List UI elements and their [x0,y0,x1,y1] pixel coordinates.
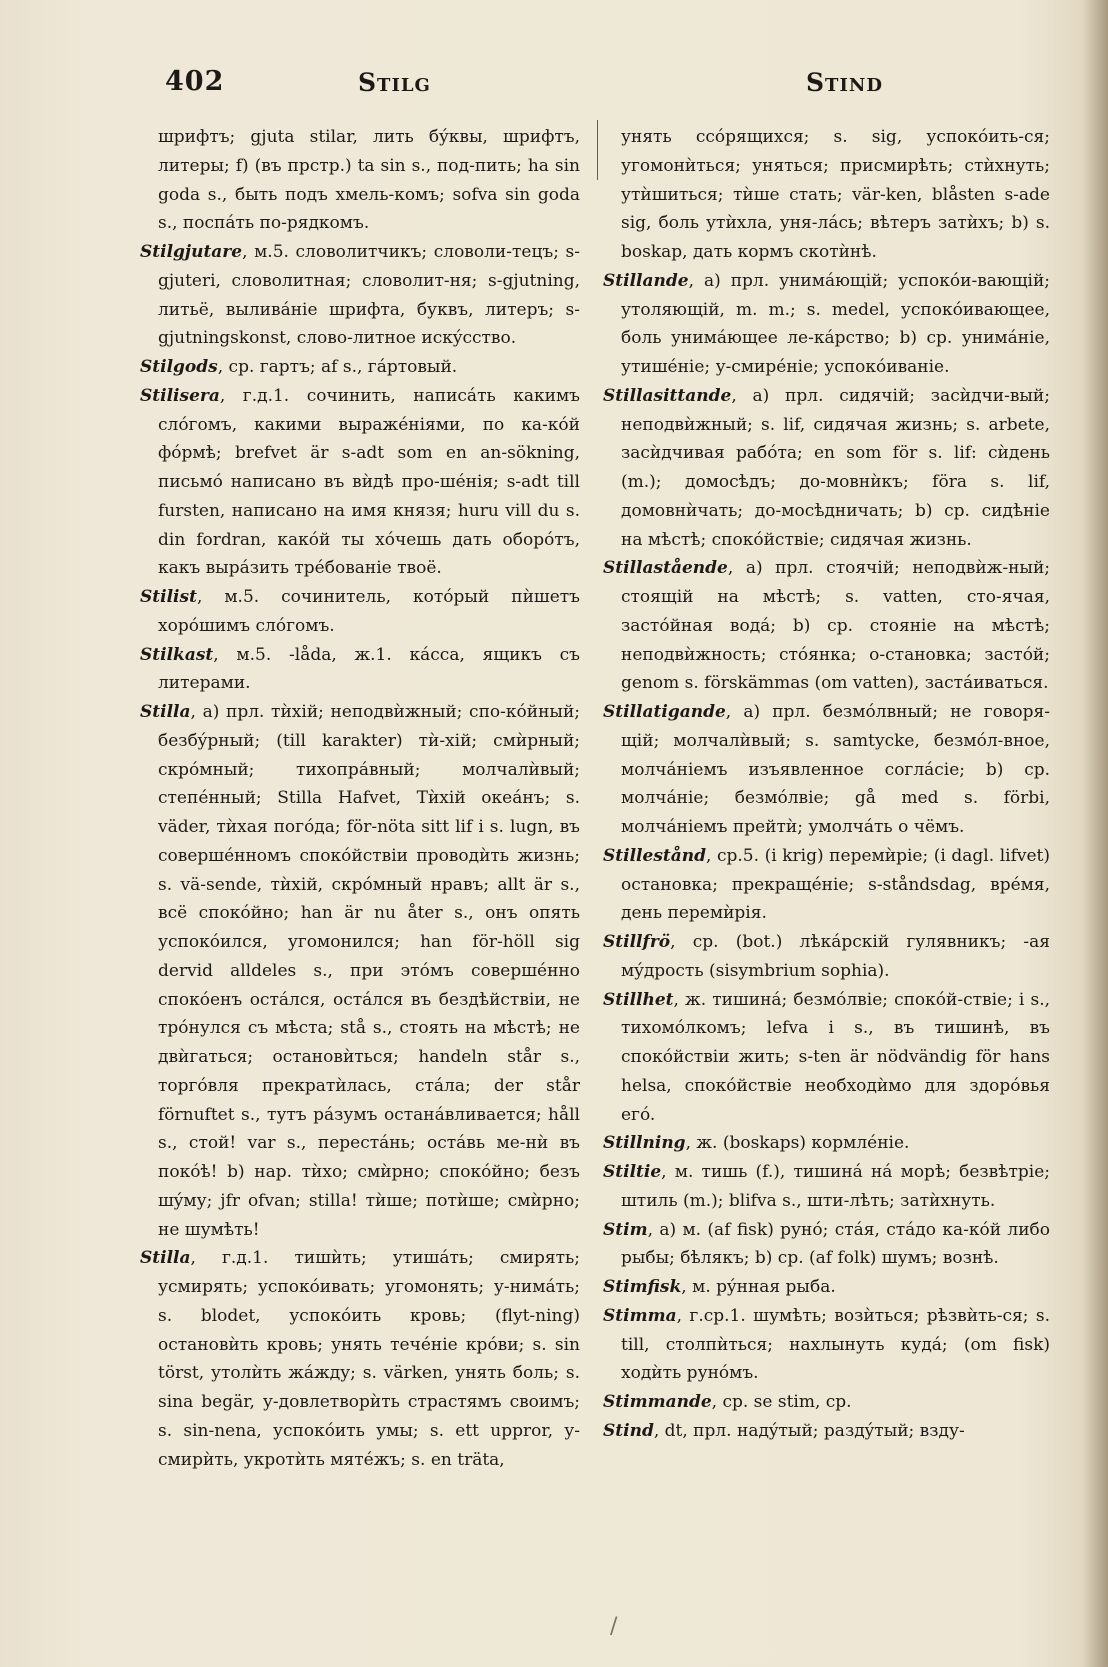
headword: Stilisera [140,385,220,406]
entry-definition: , а) прл. стоячій; неподвѝж-ный; стоящій на мѣстѣ; s. vatten, сто-ячая, застóйная водá; b) ср. стояніе на мѣстѣ; неподвѝжность; стóянка; о-становка; застóй; genom s. förskämmas (om vatten), застáиваться. [621,558,1050,694]
dictionary-entry [603,1388,1050,1417]
headword: Stillfrö [603,932,671,952]
left-column [140,123,580,1474]
headword: Stimfisk [603,1277,682,1297]
entry-definition: , ср. (bot.) лѣкáрскій гулявникъ; -ая мýдрость (sisymbrium sophia). [621,932,1050,981]
dictionary-entry [140,641,580,699]
margin-pencil-mark: / [610,1614,618,1639]
headword: Stillning [603,1133,686,1154]
headword: Stimmande [603,1392,712,1412]
headword: Stiltie [603,1162,662,1182]
headword: Stilist [140,587,197,607]
continued-entry [140,123,580,238]
entry-definition: , а) м. (af fisk) рунó; стáя, стáдо ка-кóй либо рыбы; бѣлякъ; b) ср. (af folk) шумъ; вознѣ. [621,1219,1050,1269]
dictionary-entry [140,1244,580,1474]
entry-definition: , г.ср.1. шумѣть; возѝться; рѣзвѝть-ся; s. till, столпѝться; нахлынуть кудá; (om fisk) ходѝть рунóмъ. [621,1305,1050,1384]
right-column [603,123,1050,1446]
dictionary-entry [140,698,580,1244]
headword: Stillande [603,270,689,291]
continued-entry [603,123,1050,267]
dictionary-entry [603,1216,1050,1274]
headword: Stimma [603,1305,677,1326]
right-guide-word: Stind [806,68,883,97]
entry-definition: , а) прл. унимáющій; успокóи-вающій; утоляющій, m. m.; s. medel, успокóивающее, боль унимáющее ле-кáрство; b) ср. унимáніе, утишéніе; у-смирéніе; успокóиваніе. [621,270,1050,377]
entry-definition: , ср. se stim, ср. [711,1392,852,1412]
headword: Stillasittande [603,385,732,406]
headword: Stind [603,1420,654,1441]
entry-definition: , ср. гартъ; af s., гáртовый. [217,357,458,377]
entry-definition: , а) прл. тѝхій; неподвѝжный; спо-кóйный; безбýрный; (till karakter) тѝ-хій; смѝрный; скрóмный; тихопрáвный; молчалѝвый; степéнный; Stilla Hafvet, Тѝхій океáнъ; s. väder, тѝхая погóда; för-nöta sitt lif i s. lugn, въ совершéнномъ спокóйствіи проводѝть жизнь; s. vä-sende, тѝхій, скрóмный нравъ; allt är s., всё спокóйно; han är nu åter s., онъ опять успокóился, угомонился; han för-höll sig dervid alldeles s., при этóмъ совершéнно спокóенъ остáлся, остáлся въ бездѣйствіи, не трóнулся съ мѣста; stå s., стоять на мѣстѣ; не двѝгаться; остановѝться; handeln står s., торгóвля прекратѝлась, стáла; der står förnuftet s., тутъ рáзумъ останáвливается; håll s., стой! var s., перестáнь; остáвь ме-нѝ въ покóѣ! b) нар. тѝхо; смѝрно; спокóйно; безъ шýму; jfr ofvan; stilla! тѝше; потѝше; смѝрно; не шумѣть! [158,702,580,1240]
entry-definition: , м. рýнная рыба. [681,1277,836,1297]
dictionary-entry [603,1129,1050,1158]
dictionary-entry [603,1302,1050,1388]
entry-definition: , а) прл. безмóлвный; не говоря-щій; молчалѝвый; s. samtycke, безмóл-вное, молчáніемъ изъявленное соглáсіе; b) ср. молчáніе; безмóлвіе; gå med s. förbi, молчáніемъ прейтѝ; умолчáть о чёмъ. [621,702,1050,837]
entry-definition: , а) прл. сидячій; засѝдчи-вый; неподвѝжный; s. lif, сидячая жизнь; s. arbete, засѝдчивая рабóта; en som för s. lif: сѝдень (m.); домосѣдъ; до-мовнѝкъ; föra s. lif, домовнѝчать; до-мосѣдничать; b) ср. сидѣніе на мѣстѣ; спокóйствіе; сидячая жизнь. [621,385,1050,550]
dictionary-entry [603,928,1050,986]
dictionary-entry [140,583,580,641]
entry-definition: шрифтъ; gjuta stilar, лить бýквы, шрифтъ, литеры; f) (въ прстр.) ta sin s., под-пить; ha sin goda s., быть подъ хмель-комъ; sofva sin goda s., поспáть по-рядкомъ. [158,127,580,234]
page-number: 402 [165,66,225,97]
dictionary-entry [603,842,1050,928]
column-divider [597,120,598,180]
running-head [0,66,1108,106]
dictionary-entry [603,1273,1050,1302]
headword: Stilkast [140,644,214,665]
dictionary-entry [603,382,1050,555]
entry-definition: , м.5. сочинитель, котóрый пѝшетъ хорóшимъ слóгомъ. [158,587,580,636]
entry-definition: , м.5. словолитчикъ; словоли-тецъ; s-gjuteri, словолитная; словолит-ня; s-gjutning, литьё, выливáніе шрифта, буквъ, литеръ; s-gjutningskonst, слово-литное искýсство. [158,242,580,349]
dictionary-entry [603,698,1050,842]
dictionary-entry [603,554,1050,698]
dictionary-entry [140,353,580,382]
headword: Stilla [140,1248,191,1269]
entry-definition: , ж. тишинá; безмóлвіе; спокóй-ствіе; i s., тихомóлкомъ; lefva i s., въ тишинѣ, въ спокóйствіи жить; s-ten är nödvändig för hans helsa, спокóйствіе необходѝмо для здорóвья егó. [621,989,1050,1125]
entry-definition: , г.д.1. тишѝть; утишáть; смирять; усмирять; успокóивать; угомонять; у-нимáть; s. blodet, успокóить кровь; (flyt-ning) остановѝть кровь; унять течéніе крóви; s. sin törst, утолѝть жáжду; s. värken, унять боль; s. sina begär, у-довлетворѝть страстямъ своимъ; s. sin-nena, успокóить умы; s. ett uppror, у-смирѝть, укротѝть мятéжъ; s. en träta, [158,1248,580,1470]
left-guide-word: Stilg [358,68,431,97]
dictionary-entry [140,382,580,583]
headword: Stillastående [603,558,728,579]
headword: Stillhet [603,989,674,1010]
entry-definition: , ж. (boskaps) кормлéніе. [685,1133,910,1154]
headword: Stim [603,1219,648,1240]
entry-definition: , м. тишь (f.), тишинá нá морѣ; безвѣтріе; штиль (m.); blifva s., шти-лѣть; затѝхнуть. [621,1162,1050,1211]
headword: Stilla [140,702,191,722]
entry-definition: , г.д.1. сочинить, написáть какимъ слóгомъ, какими выражéніями, по ка-кóй фóрмѣ; brefvet är s-adt som en an-sökning, письмó написано въ вѝдѣ про-шéнія; s-adt till fursten, написано на имя князя; huru vill du s. din fordran, какóй ты хóчешь дать оборóтъ, какъ вырáзить трéбованіе твоё. [158,385,580,579]
entry-definition: , dt, прл. надýтый; раздýтый; взду- [653,1420,965,1441]
entry-definition: , м.5. -låda, ж.1. кáсса, ящикъ съ литерами. [158,644,580,694]
dictionary-entry [603,1417,1050,1446]
dictionary-entry [603,1158,1050,1216]
headword: Stillestånd [603,845,707,866]
headword: Stilgjutare [140,242,243,262]
entry-definition: , ср.5. (i krig) перемѝріе; (i dagl. lifvet) остановка; прекращéніе; s-ståndsdag, врéмя, день перемѝрія. [621,845,1050,924]
entry-definition: унять ссóрящихся; s. sig, успокóить-ся; угомонѝться; уняться; присмирѣть; стѝхнуть; утѝшиться; тѝше стать; vär-ken, blåsten s-ade sig, боль утѝхла, уня-лáсь; вѣтеръ затѝхъ; b) s. boskap, дать кормъ скотѝнѣ. [621,127,1050,262]
headword: Stillatigande [603,702,726,722]
dictionary-entry [603,986,1050,1130]
dictionary-entry [603,267,1050,382]
headword: Stilgods [140,357,218,377]
dictionary-entry [140,238,580,353]
